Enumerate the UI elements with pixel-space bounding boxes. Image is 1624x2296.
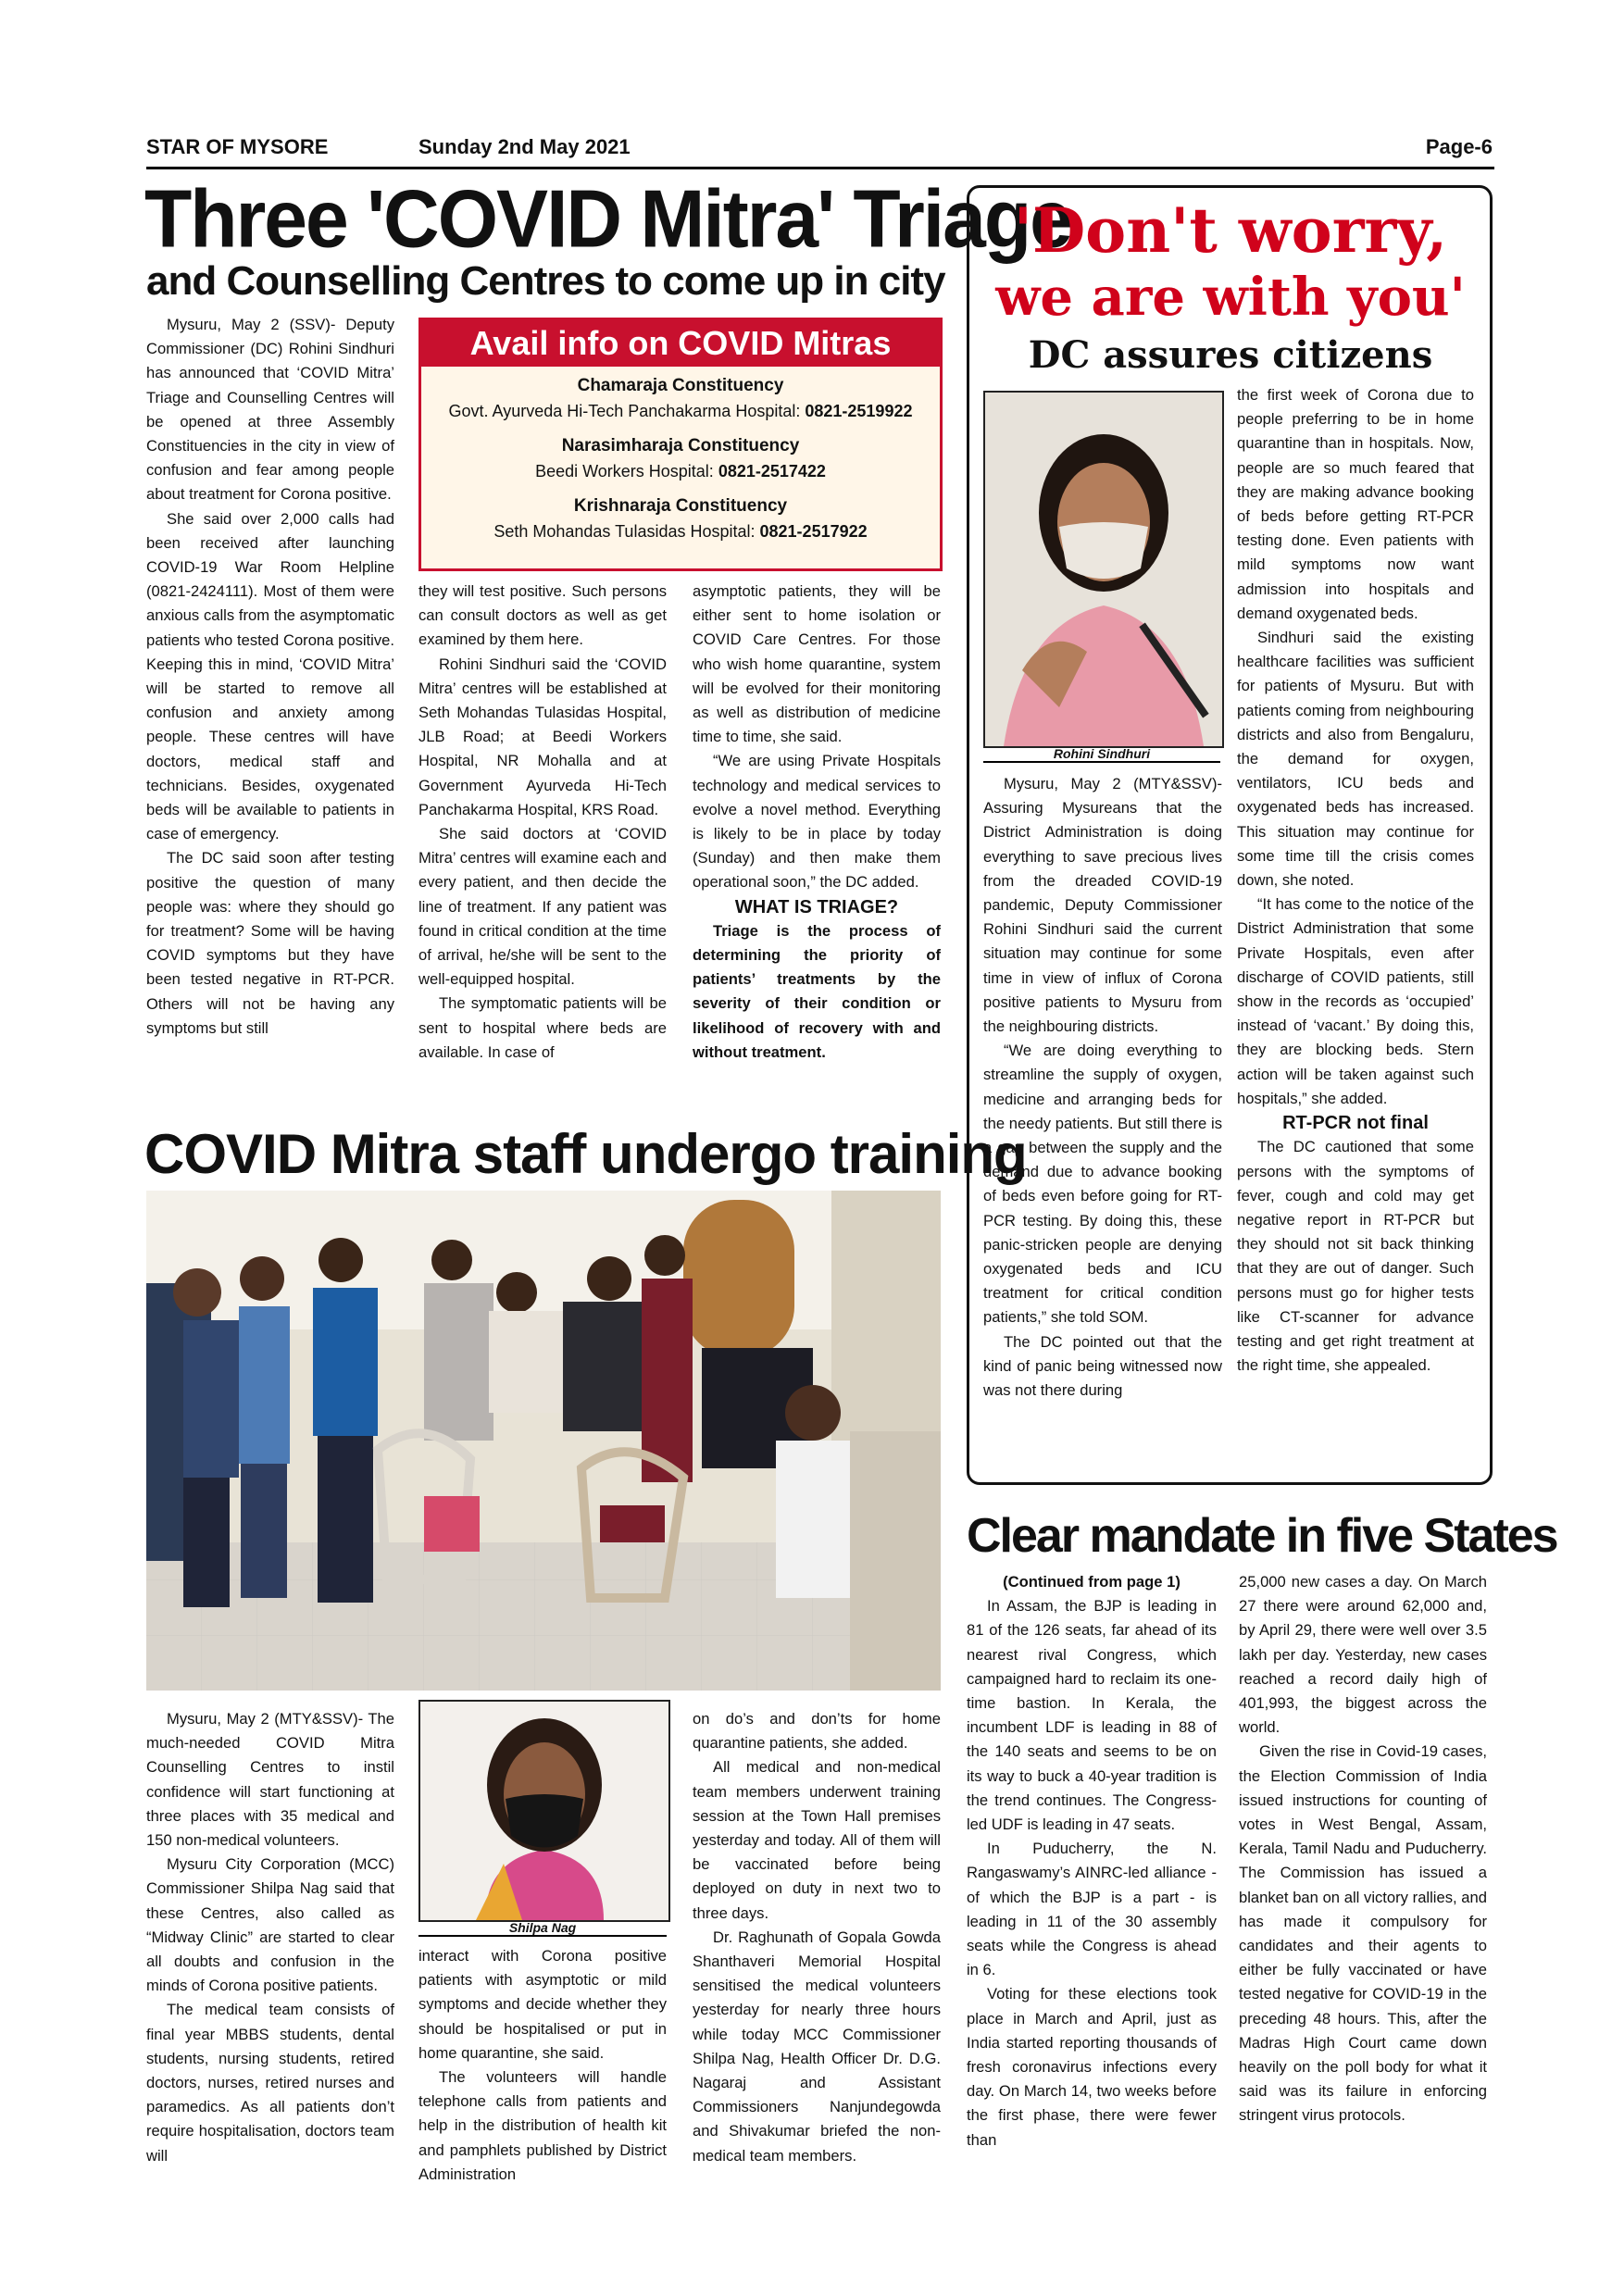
story3-headline-line1: 'Don't worry,: [1013, 194, 1448, 267]
info-box-title: Avail info on COVID Mitras: [421, 320, 940, 367]
hospital-phone: 0821-2517422: [718, 462, 826, 480]
paragraph: “It has come to the notice of the District Administration that some Private Hospitals, even after discharge of COVID patients, still show in the records as ‘occupied’ instead of ‘vacant.’ By doing this, they are blocking beds. Stern action will be taken against such hospitals,” she added.: [1237, 895, 1474, 1107]
paragraph: Mysuru City Corporation (MCC) Commissioner Shilpa Nag said that these Centres, also called as “Midway Clinic” are started to clear all doubts and confusion in the minds of Corona positive patients.: [146, 1855, 394, 1995]
rohini-sindhuri-caption: Rohini Sindhuri: [983, 746, 1220, 763]
paper-name: STAR OF MYSORE: [146, 135, 329, 158]
rohini-sindhuri-photo: [983, 391, 1224, 748]
story2-column-3: [693, 1707, 941, 2168]
continued-notice: (Continued from page 1): [1003, 1573, 1181, 1591]
paragraph: on do’s and don’ts for home quarantine patients, she added.: [693, 1710, 941, 1753]
paragraph: “We are doing everything to streamline the supply of oxygen, medicine and arranging beds for the needy patients. But still there is a gap between the supply and the demand due to advance booking of beds even before going for RT-PCR testing. By doing this, these panic-stricken people are denying oxygenated beds and ICU treatment for critical condition patients,” she told SOM.: [983, 1042, 1222, 1327]
paragraph: The volunteers will handle telephone calls from patients and help in the distribution of health kit and pamphlets published by District Administration: [418, 2068, 667, 2183]
hospital-name: Seth Mohandas Tulasidas Hospital:: [493, 522, 760, 541]
portrait-illustration: [985, 393, 1222, 746]
paragraph: the first week of Corona due to people preferring to be in home quarantine than in hospitals. Now, people are so much feared that they are making advance booking of beds before getting RT-PCR testing done. Even patients with mild symptoms now want admission into hospitals and demand oxygenated beds.: [1237, 386, 1474, 622]
hospital-phone: 0821-2517922: [759, 522, 868, 541]
paragraph: they will test positive. Such persons can consult doctors as well as get examined by them here.: [418, 582, 667, 649]
story1-column-2: [418, 580, 667, 1065]
paragraph: Sindhuri said the existing healthcare facilities was sufficient for patients of Mysuru. But with patients coming from neighbouring districts and also from Bengaluru, the demand for oxygen, ventilators, ICU beds and oxygenated beds has increased. This situation may continue for some time till the crisis comes down, she noted.: [1237, 629, 1474, 890]
paragraph: 25,000 new cases a day. On March 27 there were around 62,000 and, by April 29, there were well over 3.5 lakh per day. Yesterday, new cases reached a record daily high of 401,993, the biggest across the world.: [1239, 1573, 1487, 1737]
shilpa-nag-photo: [418, 1700, 670, 1922]
paragraph: All medical and non-medical team members underwent training session at the Town Hall premises yesterday and today. All of them will be vaccinated before being deployed on duty in next two to three days.: [693, 1758, 941, 1922]
triage-heading: WHAT IS TRIAGE?: [734, 896, 899, 917]
constituency-name: Krishnaraja Constituency: [573, 496, 788, 516]
paragraph: Given the rise in Covid-19 cases, the Election Commission of India issued instructions for counting of votes in West Bengal, Assam, Kerala, Tamil Nadu and Puducherry. The Commission has issued a blanket ban on all victory rallies, and has made it compulsory for candidates and their agents to either be fully vaccinated or have tested negative for COVID-19 in the preceding 48 hours. This, after the Madras High Court came down heavily on the poll body for what it said was its failure in enforcing stringent virus protocols.: [1239, 1742, 1487, 2125]
issue-date: Sunday 2nd May 2021: [418, 135, 631, 158]
story4-headline: Clear mandate in five States: [967, 1509, 1557, 1563]
shilpa-nag-caption: Shilpa Nag: [418, 1920, 667, 1937]
paragraph: Mysuru, May 2 (SSV)- Deputy Commissioner (DC) Rohini Sindhuri has announced that ‘COVID Mitra’ Triage and Counselling Centres will be opened at three Assembly Constituencies in the city in view of confusion and fear among people about treatment for Corona positive.: [146, 316, 394, 504]
hospital-phone: 0821-2519922: [805, 402, 913, 420]
story1-subheadline: and Counselling Centres to come up in city: [146, 258, 945, 304]
paragraph: In Assam, the BJP is leading in 81 of the 126 seats, far ahead of its nearest rival Congress, which campaigned hard to reclaim its one-time bastion. In Kerala, the incumbent LDF is leading in 88 of the 140 seats and seems to be on its way to buck a 40-year tradition is the trend continues. The Congress-led UDF is leading in 47 seats.: [967, 1597, 1217, 1834]
header-rule: [146, 167, 1494, 169]
hospital-entry: [421, 462, 940, 481]
paragraph: She said over 2,000 calls had been received after launching COVID-19 War Room Helpline (0821-2424111). Most of them were anxious calls from the asymptomatic patients who tested Corona positive. Keeping this in mind, ‘COVID Mitra’ will be started to remove all confusion and anxiety among people. These centres will have doctors, medical staff and technicians. Besides, oxygenated beds will be available to patients in case of emergency.: [146, 509, 394, 843]
constituency-name: Chamaraja Constituency: [577, 376, 784, 395]
paragraph: The DC pointed out that the kind of panic being witnessed now was not there during: [983, 1332, 1222, 1400]
hospital-entry: [421, 522, 940, 542]
training-session-photo: [146, 1191, 941, 1691]
page-number: Page-6: [1425, 135, 1493, 158]
paragraph: interact with Corona positive patients with asymptotic or mild symptoms and decide whether they should be hospitalised or put in home quarantine, she said.: [418, 1947, 667, 2062]
story1-column-1: [146, 313, 394, 1041]
story2-column-1: [146, 1707, 394, 2168]
paragraph: Rohini Sindhuri said the ‘COVID Mitra’ centres will be established at Seth Mohandas Tulasidas Hospital, JLB Road; at Beedi Workers Hospital, NR Mohalla and at Government Ayurveda Hi-Tech Panchakarma Hospital, KRS Road.: [418, 655, 667, 818]
hospital-entry: [421, 402, 940, 421]
story4-column-1: [967, 1570, 1217, 2152]
covid-mitra-info-box: [418, 318, 943, 571]
hospital-name: Beedi Workers Hospital:: [535, 462, 718, 480]
paragraph: The DC said soon after testing positive the question of many people was: where they should go for treatment? Some will be having COVID symptoms but they have been tested negative in RT-PCR. Others will not be having any symptoms but still: [146, 849, 394, 1037]
paragraph: “We are using Private Hospitals technology and medical services to evolve a novel method. Everything is likely to be in place by today (Sunday) and then make them operational soon,” the DC added.: [693, 752, 941, 892]
portrait-illustration: [420, 1702, 668, 1920]
paragraph: asymptotic patients, they will be either sent to home isolation or COVID Care Centres. For those who wish home quarantine, system will be evolved for their monitoring as well as distribution of medicine time to time, she said.: [693, 582, 941, 746]
story1-headline: Three 'COVID Mitra' Triage: [144, 172, 1071, 265]
story2-headline: COVID Mitra staff undergo training: [144, 1123, 1027, 1185]
paragraph: Voting for these elections took place in March and April, just as India started reporting thousands of fresh coronavirus infections every day. On March 14, two weeks before the first phase, there were fewer than: [967, 1985, 1217, 2149]
paragraph: In Puducherry, the N. Rangaswamy’s AINRC-led alliance - of which the BJP is a part - is leading in 11 of the 30 assembly seats while the Congress is ahead in 6.: [967, 1840, 1217, 1979]
paragraph: The DC cautioned that some persons with the symptoms of fever, cough and cold may get negative report in RT-PCR but they should not sit back thinking that they are out of danger. Such persons must go for higher tests like CT-scanner for advance testing and get right treatment at the right time, she appealed.: [1237, 1138, 1474, 1375]
story1-column-3: [693, 580, 941, 1065]
story3-headline-line2: we are with you': [995, 267, 1466, 328]
paragraph: Dr. Raghunath of Gopala Gowda Shanthaveri Memorial Hospital sensitised the medical volunteers yesterday for nearly three hours while today MCC Commissioner Shilpa Nag, Health Officer Dr. D.G. Nagaraj and Assistant Commissioners Nanjundegowda and Shivakumar briefed the non-medical team members.: [693, 1928, 941, 2165]
paragraph: The medical team consists of final year MBBS students, dental students, nursing students, retired doctors, nurses, retired nurses and paramedics. As all patients don’t require hospitalisation, doctors team will: [146, 2001, 394, 2165]
paragraph: The symptomatic patients will be sent to hospital where beds are available. In case of: [418, 994, 667, 1061]
rtpcr-heading: RT-PCR not final: [1282, 1113, 1429, 1134]
paragraph: Mysuru, May 2 (MTY&SSV)- The much-needed COVID Mitra Counselling Centres to instil confidence will start functioning at three places with 35 medical and 150 non-medical volunteers.: [146, 1710, 394, 1850]
triage-definition: Triage is the process of determining the priority of patients’ treatments by the severity of their condition or likelihood of recovery with and without treatment.: [693, 921, 941, 1061]
story3-column-2: [1237, 383, 1474, 1378]
hospital-name: Govt. Ayurveda Hi-Tech Panchakarma Hospital:: [448, 402, 806, 420]
story4-column-2: [1239, 1570, 1487, 2128]
paragraph: Mysuru, May 2 (MTY&SSV)- Assuring Mysureans that the District Administration is doing everything to save precious lives from the dreaded COVID-19 pandemic, Deputy Commissioner Rohini Sindhuri said the current situation may continue for some time in view of influx of Corona positive patients to Mysuru from the neighbouring districts.: [983, 775, 1222, 1036]
story3-subheadline: DC assures citizens: [1028, 333, 1433, 377]
paragraph: She said doctors at ‘COVID Mitra’ centres will examine each and every patient, and then decide the line of treatment. If any patient was found in critical condition at the time of arrival, he/she will be sent to the well-equipped hospital.: [418, 825, 667, 989]
story2-column-2: [418, 1944, 667, 2187]
training-photo-illustration: [146, 1191, 941, 1691]
constituency-name: Narasimharaja Constituency: [561, 436, 800, 455]
story3-column-1: [983, 772, 1222, 1403]
